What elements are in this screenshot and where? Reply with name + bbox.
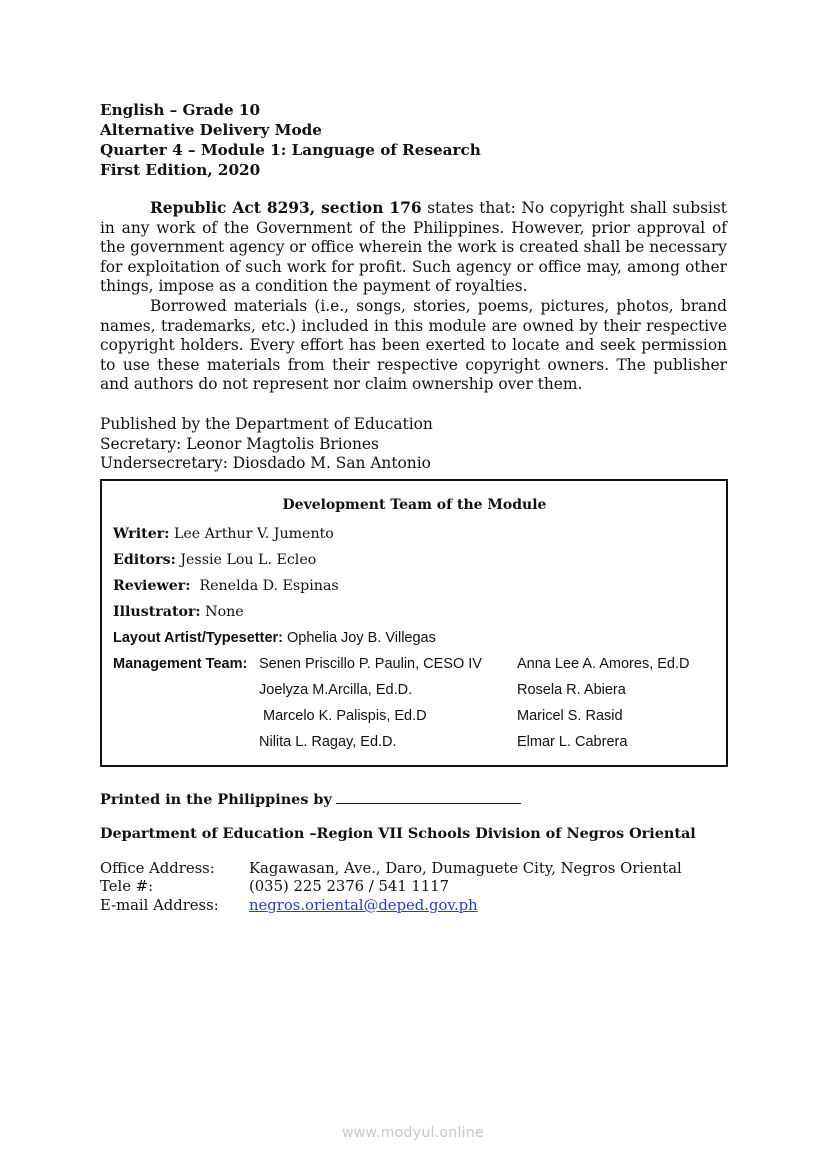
illustrator-row <box>113 599 716 625</box>
management-member: Anna Lee A. Amores, Ed.D <box>517 655 690 672</box>
office-address: Kagawasan, Ave., Daro, Dumaguete City, Negros Oriental <box>249 859 682 877</box>
editors-name: Jessie Lou L. Ecleo <box>175 551 317 568</box>
reviewer-row <box>113 573 716 599</box>
management-label: Management Team: <box>113 655 248 672</box>
management-member: Marcelo K. Palispis, Ed.D <box>259 707 427 724</box>
secretary: Secretary: Leonor Magtolis Briones <box>100 434 379 453</box>
office-address-label: Office Address: <box>100 859 215 877</box>
layout-row <box>113 625 716 651</box>
reviewer-label: Reviewer: <box>113 577 191 594</box>
reviewer-name: Renelda D. Espinas <box>190 577 339 594</box>
editors-row <box>113 547 716 573</box>
email-link[interactable]: negros.oriental@deped.gov.ph <box>249 896 478 914</box>
illustrator-label: Illustrator: <box>113 603 201 620</box>
region-division: Department of Education –Region VII Schools Division of Negros Oriental <box>100 824 696 842</box>
writer-label: Writer: <box>113 525 170 542</box>
layout-name: Ophelia Joy B. Villegas <box>283 629 436 646</box>
management-member: Senen Priscillo P. Paulin, CESO IV <box>259 655 482 672</box>
printed-in-text: Printed in the Philippines by <box>100 790 332 808</box>
development-team-box <box>100 479 728 767</box>
undersecretary: Undersecretary: Diosdado M. San Antonio <box>100 454 431 473</box>
editors-label: Editors: <box>113 551 176 568</box>
module-title: Quarter 4 – Module 1: Language of Research <box>100 141 481 159</box>
published-by: Published by the Department of Education <box>100 414 433 433</box>
copyright-paragraph-2: Borrowed materials (i.e., songs, stories, poems, pictures, photos, brand names, trademarks, etc.) included in this module are owned by their respective copyright holders. Every effort has been exerted to locate and seek permission to use these materials from their respective copyright owners. The publisher and authors do not represent nor claim ownership over them. <box>100 296 727 394</box>
tele-label: Tele #: <box>100 878 154 896</box>
republic-act-reference: Republic Act 8293, section 176 <box>150 199 422 217</box>
printed-in-line <box>100 789 727 810</box>
copyright-page <box>100 100 727 915</box>
publisher-block <box>100 415 727 474</box>
layout-label: Layout Artist/Typesetter: <box>113 629 283 646</box>
tele-number: (035) 225 2376 / 541 1117 <box>249 878 450 896</box>
illustrator-name: None <box>200 603 244 620</box>
writer-row <box>113 521 716 547</box>
email-label: E-mail Address: <box>100 896 219 914</box>
writer-name: Lee Arthur V. Jumento <box>169 525 334 542</box>
module-header <box>100 100 727 180</box>
management-member: Elmar L. Cabrera <box>517 733 628 750</box>
management-member: Nilita L. Ragay, Ed.D. <box>259 733 397 750</box>
delivery-mode: Alternative Delivery Mode <box>100 121 322 139</box>
printer-blank <box>336 789 521 804</box>
team-title: Development Team of the Module <box>282 496 547 513</box>
email-row <box>100 897 727 916</box>
contact-info <box>100 860 727 916</box>
edition: First Edition, 2020 <box>100 161 261 179</box>
management-team <box>113 651 716 755</box>
copyright-notice <box>100 199 727 395</box>
copyright-paragraph-1-text: states that: No copyright shall subsist in any work of the Government of the Philippines. However, prior approval of the government agency or office wherein the work is created shall be necessary for exploitation of such work for profit. Such agency or office may, among other things, impose as a condition the payment of royalties. <box>100 199 727 296</box>
subject-grade: English – Grade 10 <box>100 101 261 119</box>
management-member: Maricel S. Rasid <box>517 707 623 724</box>
management-member: Joelyza M.Arcilla, Ed.D. <box>259 681 413 698</box>
tele-row <box>100 878 727 897</box>
watermark: www.modyul.online <box>342 1125 484 1141</box>
office-address-row <box>100 860 727 879</box>
management-member: Rosela R. Abiera <box>517 681 626 698</box>
copyright-paragraph-1 <box>100 199 727 297</box>
